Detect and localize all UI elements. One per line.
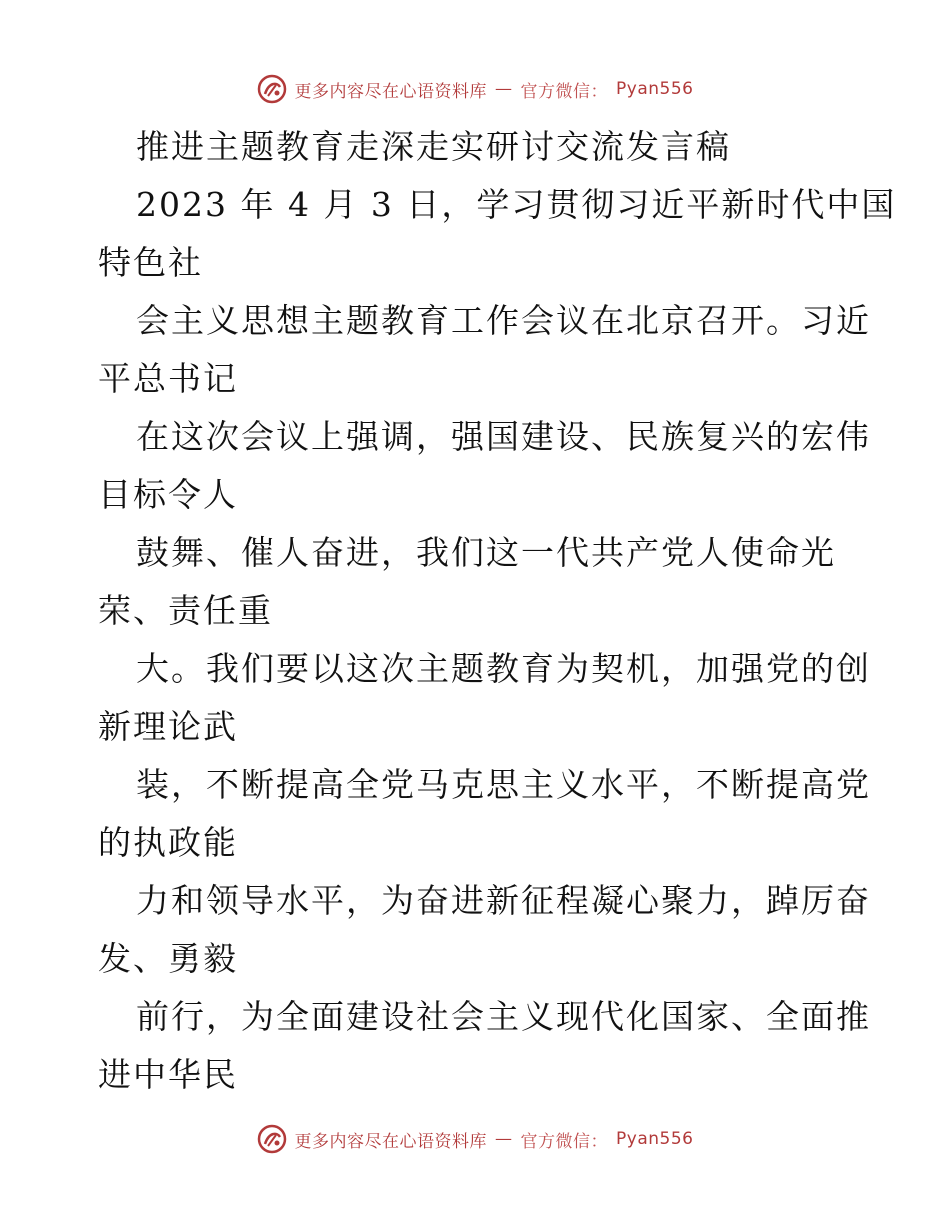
paragraph-line: 特色社 xyxy=(98,243,203,282)
watermark-site-text: 更多内容尽在心语资料库 xyxy=(294,1131,488,1152)
paragraph-line: 2023 年 4 月 3 日，学习贯彻习近平新时代中国 xyxy=(136,185,897,224)
paragraph-line: 进中华民 xyxy=(98,1055,238,1094)
paragraph-line: 鼓舞、催人奋进，我们这一代共产党人使命光 xyxy=(136,533,836,572)
document-body xyxy=(98,124,897,1110)
seal-logo-icon xyxy=(257,1124,287,1154)
paragraph-line: 平总书记 xyxy=(98,359,238,398)
paragraph-line: 会主义思想主题教育工作会议在北京召开。习近 xyxy=(136,301,871,340)
paragraph-line: 目标令人 xyxy=(98,475,238,514)
watermark-site-text: 更多内容尽在心语资料库 xyxy=(294,81,488,102)
paragraph-line: 发、勇毅 xyxy=(98,939,238,978)
header-watermark xyxy=(0,74,950,104)
watermark-wechat-handle: Pyan556 xyxy=(616,1129,694,1149)
paragraph-line: 新理论武 xyxy=(98,707,238,746)
watermark-wechat-label: 官方微信： xyxy=(520,1131,609,1152)
watermark-wechat-label: 官方微信： xyxy=(520,81,609,102)
watermark-dash: — xyxy=(495,79,513,99)
paragraph-line: 荣、责任重 xyxy=(98,591,273,630)
watermark-wechat-handle: Pyan556 xyxy=(616,79,694,99)
paragraph-line: 装，不断提高全党马克思主义水平，不断提高党 xyxy=(136,765,871,804)
paragraph-line: 的执政能 xyxy=(98,823,238,862)
paragraph-line: 力和领导水平，为奋进新征程凝心聚力，踔厉奋 xyxy=(136,881,871,920)
watermark-dash: — xyxy=(495,1129,513,1149)
footer-watermark xyxy=(0,1124,950,1154)
paragraph-line: 在这次会议上强调，强国建设、民族复兴的宏伟 xyxy=(136,417,871,456)
seal-logo-icon xyxy=(257,74,287,104)
document-title: 推进主题教育走深走实研讨交流发言稿 xyxy=(136,127,731,166)
paragraph-line: 前行，为全面建设社会主义现代化国家、全面推 xyxy=(136,997,871,1036)
paragraph-line: 大。我们要以这次主题教育为契机，加强党的创 xyxy=(136,649,871,688)
